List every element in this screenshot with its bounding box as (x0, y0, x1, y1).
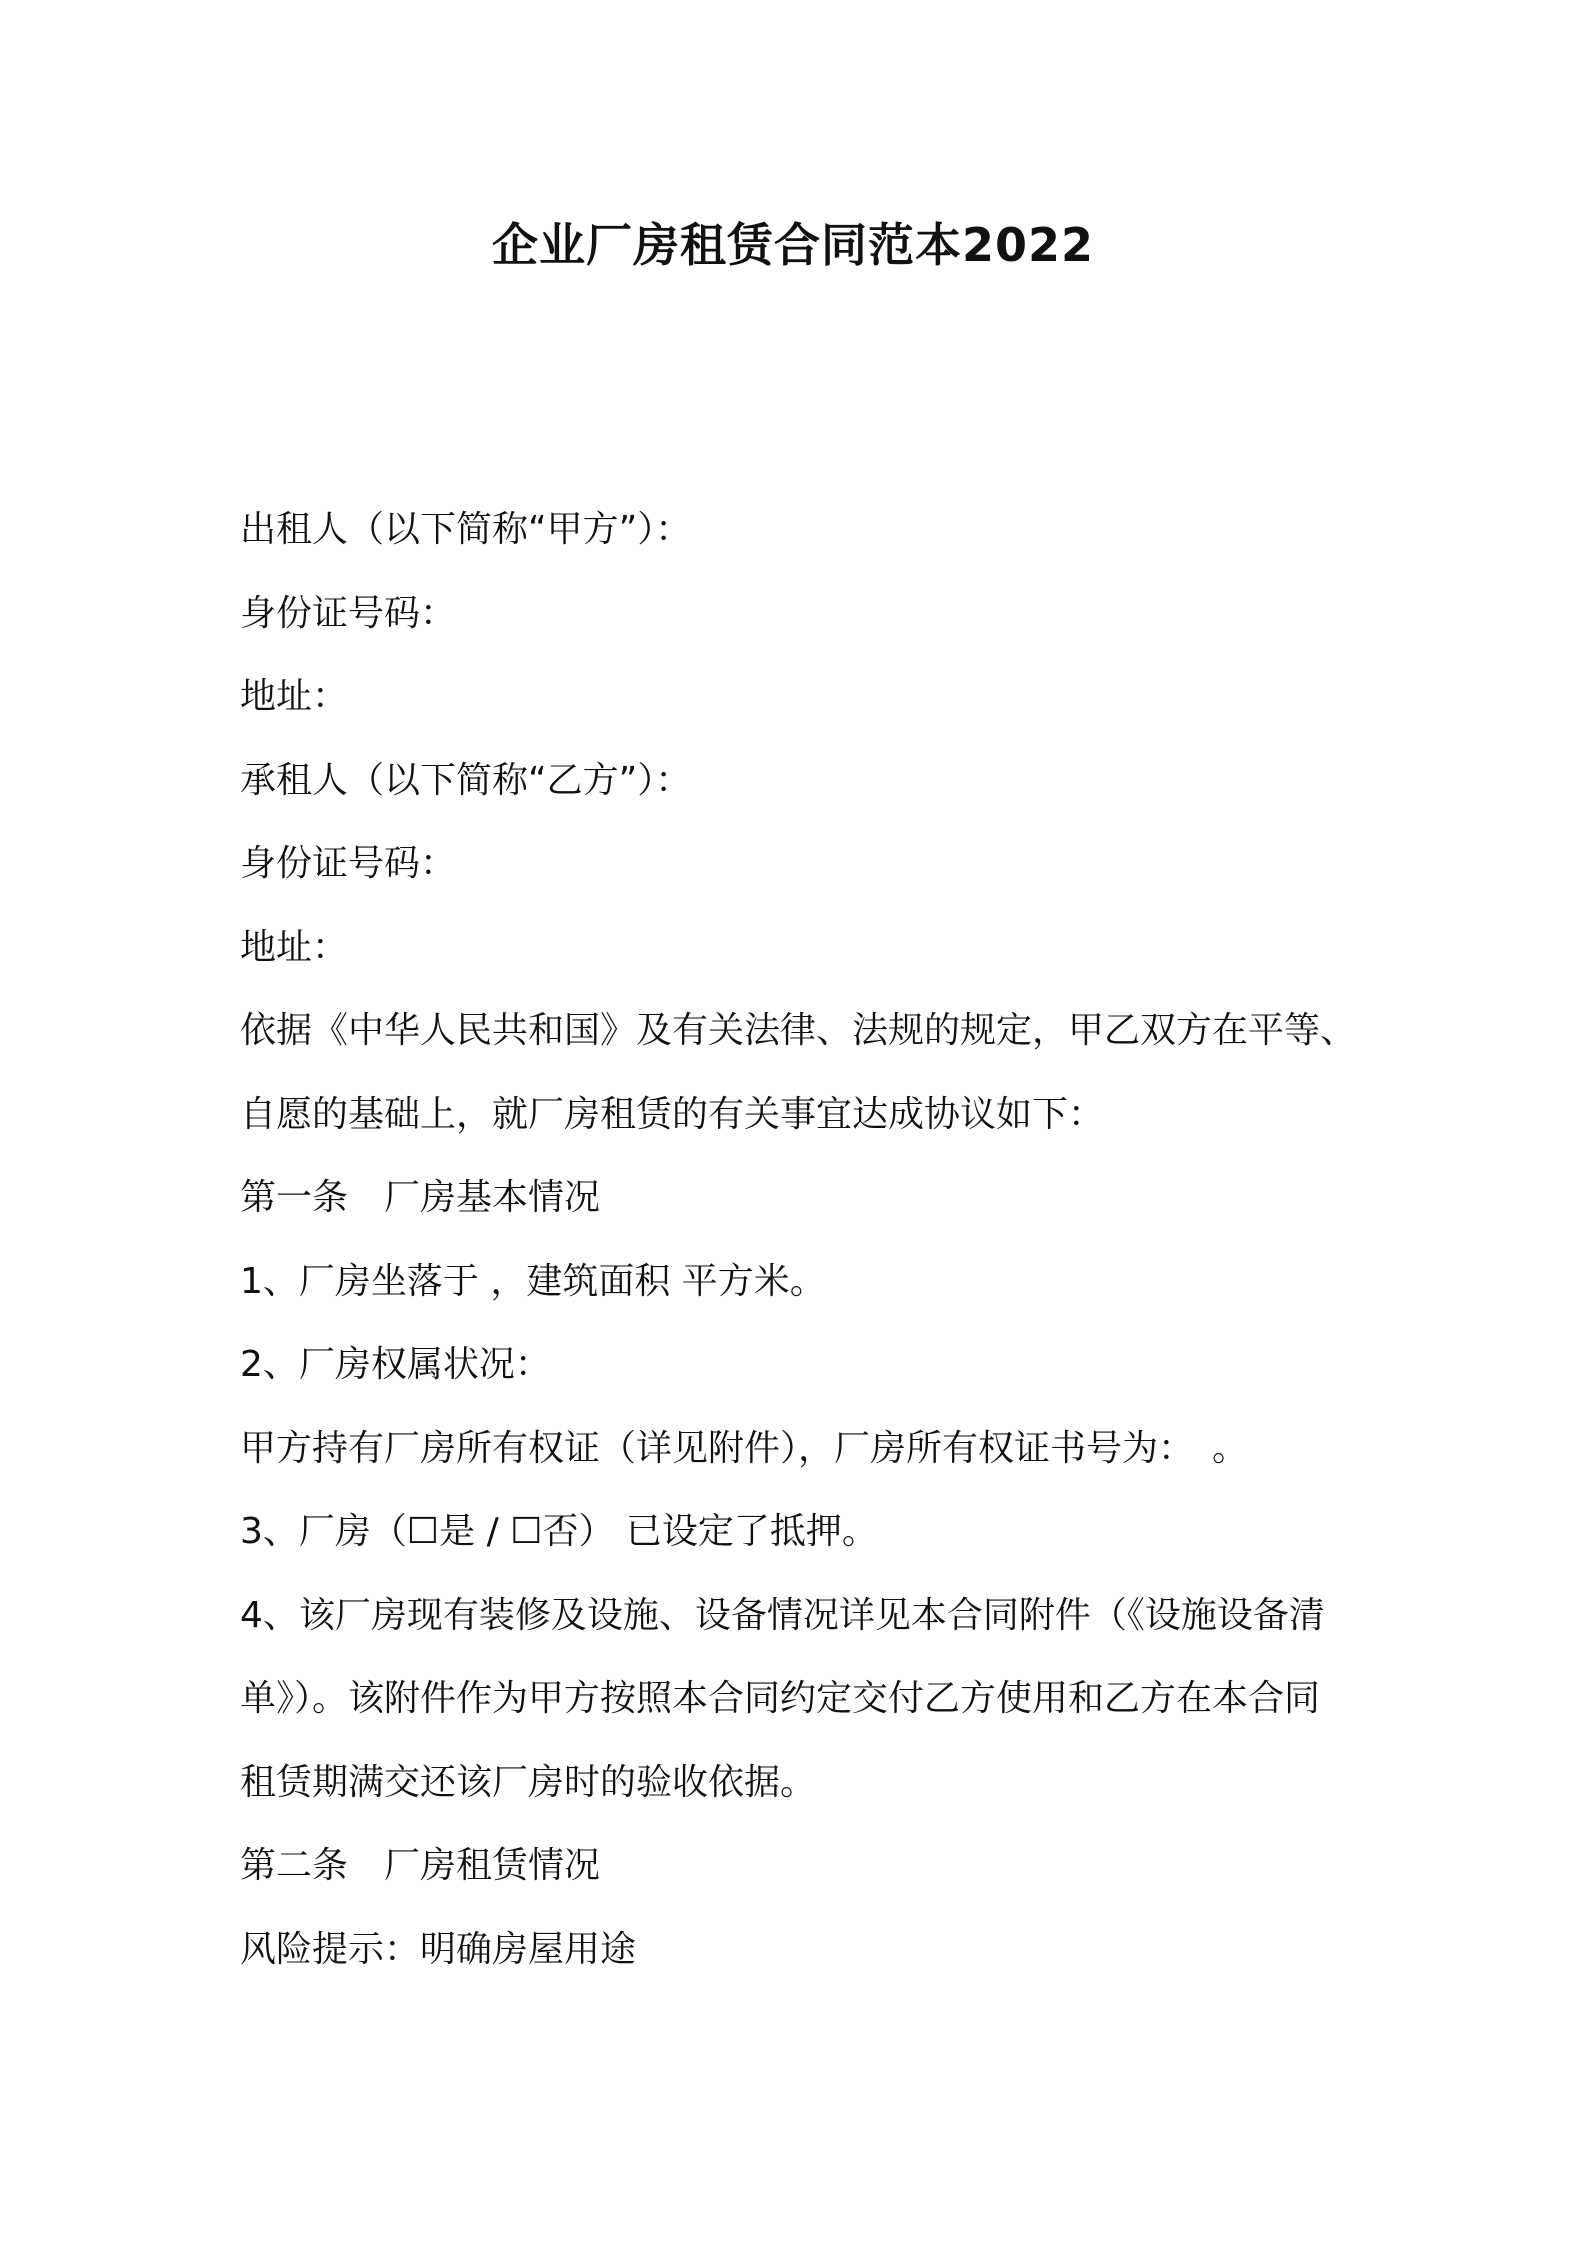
lessee-line: 承租人（以下简称“乙方”）： (240, 759, 692, 801)
lessor-address-line: 地址： (240, 676, 349, 717)
document-title: 企业厂房租赁合同范本2022 (491, 218, 1095, 272)
risk-notice-line: 风险提示：明确房屋用途 (240, 1928, 637, 1970)
lessee-id-line: 身份证号码： (240, 843, 457, 884)
preamble-line-2: 自愿的基础上，就厂房租赁的有关事宜达成协议如下： (240, 1093, 1105, 1135)
clause-1-4-line-2: 单》）。该附件作为甲方按照本合同约定交付乙方使用和乙方在本合同 (240, 1678, 1321, 1719)
clause-1-4-line-3: 租赁期满交还该厂房时的验收依据。 (240, 1761, 817, 1803)
article-2-heading: 第二条 厂房租赁情况 (240, 1845, 601, 1886)
clause-1-1: 1、厂房坐落于 ，建筑面积 平方米。 (240, 1260, 826, 1302)
article-1-heading: 第一条 厂房基本情况 (240, 1177, 601, 1218)
clause-1-4-line-1: 4、该厂房现有装修及设施、设备情况详见本合同附件（《设施设备清 (240, 1594, 1325, 1636)
clause-1-3: 3、厂房（☐是 / ☐否） 已设定了抵押。 (240, 1511, 878, 1552)
document-body (240, 488, 1370, 1991)
lessor-id-line: 身份证号码： (240, 592, 457, 634)
clause-1-2-detail: 甲方持有厂房所有权证（详见附件），厂房所有权证书号为： 。 (240, 1427, 1249, 1469)
clause-1-2: 2、厂房权属状况： (240, 1344, 551, 1385)
lessor-line: 出租人（以下简称“甲方”）： (240, 509, 692, 550)
preamble-line-1: 依据《中华人民共和国》及有关法律、法规的规定，甲乙双方在平等、 (240, 1010, 1357, 1051)
lessee-address-line: 地址： (240, 926, 349, 968)
